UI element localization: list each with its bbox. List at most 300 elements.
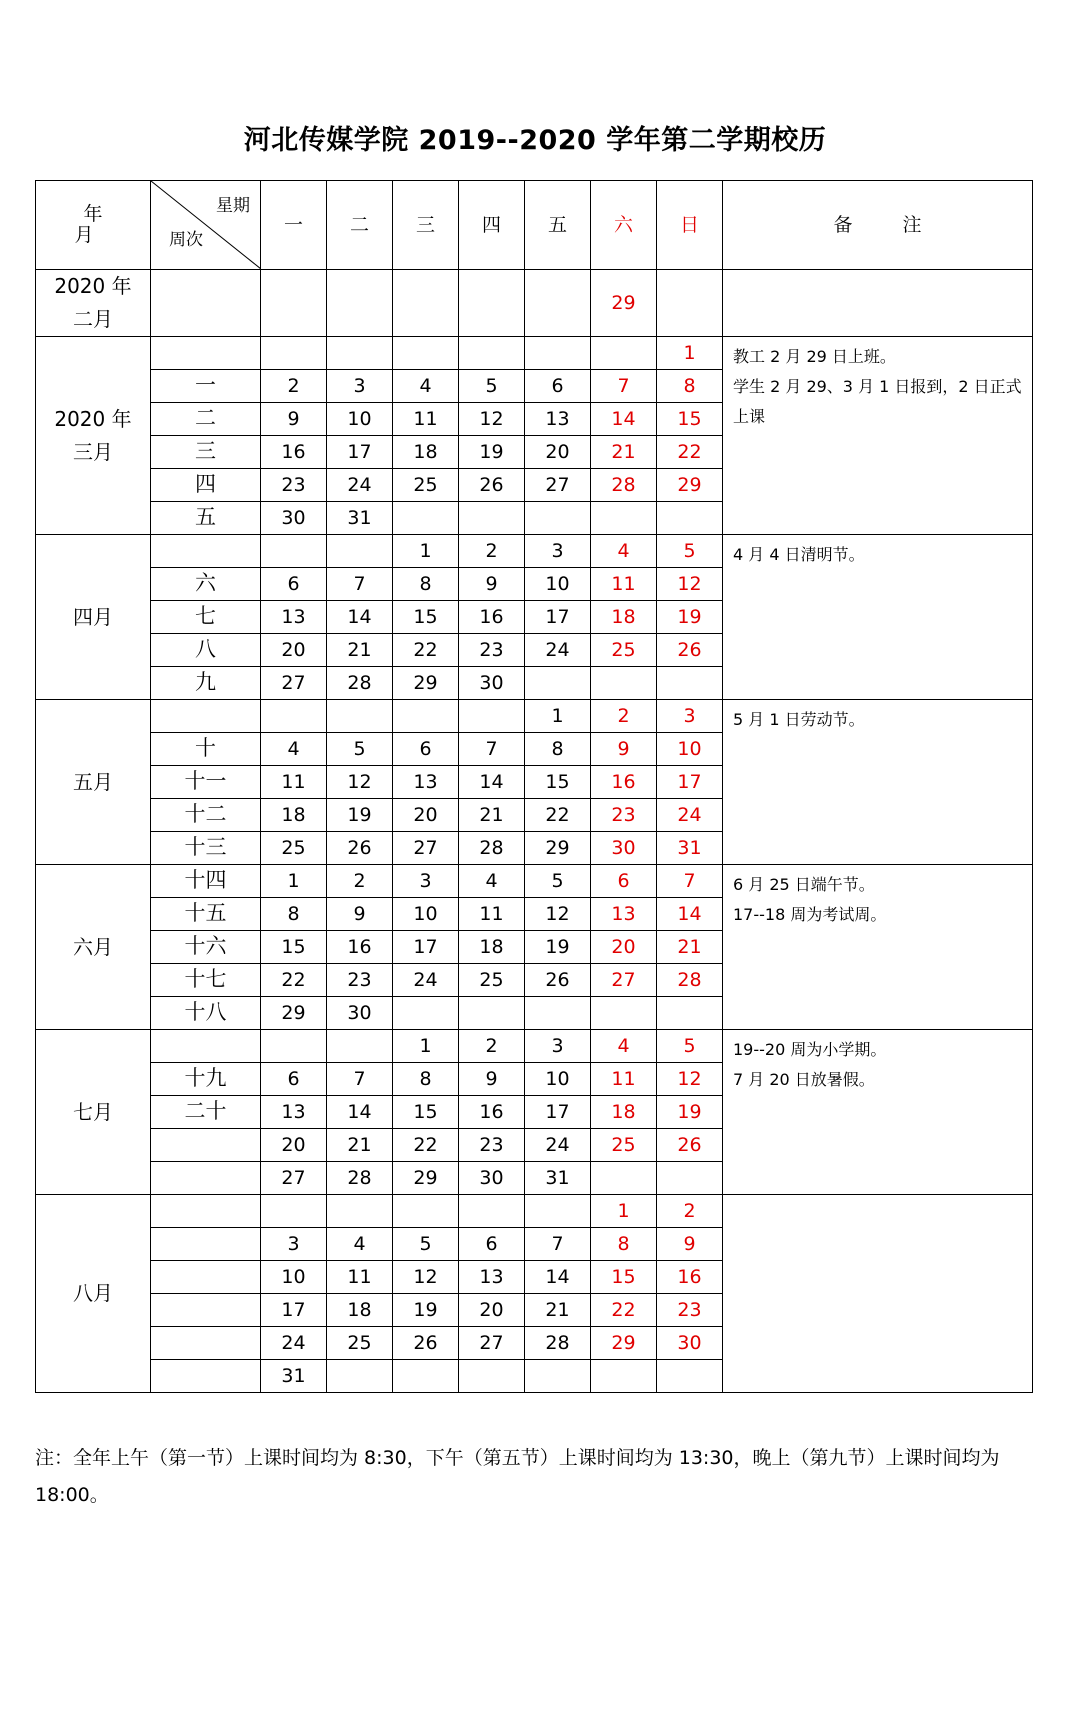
month-label — [36, 865, 151, 1030]
date-cell: 7 — [327, 568, 393, 601]
date-cell: 22 — [261, 964, 327, 997]
date-cell — [459, 337, 525, 370]
week-number: 四 — [151, 469, 261, 502]
week-row — [36, 535, 1033, 568]
week-number — [151, 1294, 261, 1327]
date-cell: 13 — [261, 601, 327, 634]
month-label — [36, 700, 151, 865]
date-cell: 6 — [525, 370, 591, 403]
date-cell: 12 — [393, 1261, 459, 1294]
date-cell: 16 — [657, 1261, 723, 1294]
week-number: 八 — [151, 634, 261, 667]
date-cell — [261, 270, 327, 337]
month-label-line: 六月 — [73, 934, 113, 959]
date-cell: 25 — [459, 964, 525, 997]
date-cell: 1 — [591, 1195, 657, 1228]
date-cell: 13 — [261, 1096, 327, 1129]
date-cell — [327, 535, 393, 568]
date-cell: 21 — [327, 1129, 393, 1162]
date-cell: 11 — [591, 1063, 657, 1096]
date-cell: 16 — [327, 931, 393, 964]
week-number — [151, 1129, 261, 1162]
date-cell: 30 — [657, 1327, 723, 1360]
date-cell: 21 — [657, 931, 723, 964]
week-number: 十五 — [151, 898, 261, 931]
week-row — [36, 865, 1033, 898]
month-label-line: 七月 — [73, 1099, 113, 1124]
week-number: 十九 — [151, 1063, 261, 1096]
date-cell: 10 — [261, 1261, 327, 1294]
date-cell: 4 — [591, 535, 657, 568]
date-cell — [459, 997, 525, 1030]
date-cell: 2 — [459, 535, 525, 568]
month-notes — [723, 700, 1033, 865]
week-number: 十 — [151, 733, 261, 766]
date-cell: 12 — [525, 898, 591, 931]
date-cell — [459, 700, 525, 733]
date-cell: 24 — [525, 1129, 591, 1162]
date-cell: 6 — [261, 568, 327, 601]
header-weekday-label: 星期 — [216, 196, 250, 216]
date-cell — [459, 502, 525, 535]
date-cell: 14 — [657, 898, 723, 931]
date-cell — [657, 997, 723, 1030]
date-cell: 15 — [261, 931, 327, 964]
date-cell: 29 — [657, 469, 723, 502]
note-line: 4 月 4 日清明节。 — [733, 545, 865, 564]
date-cell: 27 — [261, 667, 327, 700]
date-cell — [525, 270, 591, 337]
date-cell: 19 — [525, 931, 591, 964]
date-cell: 10 — [525, 568, 591, 601]
date-cell: 30 — [327, 997, 393, 1030]
date-cell: 24 — [261, 1327, 327, 1360]
date-cell — [657, 1360, 723, 1393]
header-notes-label: 备 注 — [833, 213, 944, 236]
date-cell — [657, 1162, 723, 1195]
date-cell: 2 — [459, 1030, 525, 1063]
header-year-month — [36, 181, 151, 270]
date-cell: 6 — [459, 1228, 525, 1261]
date-cell: 24 — [393, 964, 459, 997]
date-cell: 22 — [393, 1129, 459, 1162]
date-cell — [261, 1030, 327, 1063]
date-cell: 29 — [393, 1162, 459, 1195]
month-notes — [723, 337, 1033, 535]
week-number — [151, 1162, 261, 1195]
date-cell: 14 — [525, 1261, 591, 1294]
date-cell: 26 — [525, 964, 591, 997]
date-cell — [525, 667, 591, 700]
date-cell: 28 — [657, 964, 723, 997]
month-notes — [723, 865, 1033, 1030]
date-cell: 15 — [525, 766, 591, 799]
month-notes — [723, 1030, 1033, 1195]
date-cell — [393, 700, 459, 733]
week-number — [151, 1261, 261, 1294]
date-cell: 17 — [261, 1294, 327, 1327]
date-cell: 29 — [591, 1327, 657, 1360]
date-cell: 14 — [327, 1096, 393, 1129]
week-number — [151, 700, 261, 733]
week-number — [151, 270, 261, 337]
date-cell: 21 — [459, 799, 525, 832]
date-cell: 5 — [393, 1228, 459, 1261]
date-cell: 6 — [393, 733, 459, 766]
week-number — [151, 1195, 261, 1228]
date-cell: 1 — [657, 337, 723, 370]
date-cell: 22 — [393, 634, 459, 667]
week-row — [36, 700, 1033, 733]
date-cell: 7 — [327, 1063, 393, 1096]
date-cell: 9 — [657, 1228, 723, 1261]
date-cell: 26 — [327, 832, 393, 865]
header-notes — [723, 181, 1033, 270]
date-cell: 21 — [327, 634, 393, 667]
date-cell: 28 — [525, 1327, 591, 1360]
date-cell: 25 — [591, 1129, 657, 1162]
date-cell: 1 — [393, 535, 459, 568]
date-cell: 23 — [657, 1294, 723, 1327]
date-cell: 10 — [657, 733, 723, 766]
header-diagonal-cell — [151, 181, 261, 270]
note-line: 19--20 周为小学期。 — [733, 1040, 887, 1059]
date-cell: 31 — [657, 832, 723, 865]
month-label-line: 三月 — [73, 439, 113, 464]
date-cell — [525, 337, 591, 370]
date-cell: 25 — [261, 832, 327, 865]
week-number — [151, 1228, 261, 1261]
date-cell — [393, 270, 459, 337]
date-cell: 16 — [459, 601, 525, 634]
date-cell: 8 — [393, 568, 459, 601]
date-cell: 18 — [327, 1294, 393, 1327]
week-number — [151, 535, 261, 568]
date-cell: 31 — [261, 1360, 327, 1393]
date-cell — [591, 1360, 657, 1393]
date-cell: 12 — [657, 1063, 723, 1096]
date-cell: 12 — [459, 403, 525, 436]
date-cell: 15 — [393, 1096, 459, 1129]
date-cell — [591, 667, 657, 700]
date-cell: 17 — [525, 601, 591, 634]
header-week-label: 周次 — [169, 230, 203, 250]
date-cell: 13 — [393, 766, 459, 799]
date-cell: 23 — [261, 469, 327, 502]
date-cell: 1 — [393, 1030, 459, 1063]
diagonal-line — [151, 181, 261, 269]
week-number: 十二 — [151, 799, 261, 832]
date-cell: 22 — [657, 436, 723, 469]
month-label-line: 四月 — [73, 604, 113, 629]
date-cell: 6 — [261, 1063, 327, 1096]
date-cell: 4 — [591, 1030, 657, 1063]
date-cell: 11 — [261, 766, 327, 799]
date-cell: 20 — [261, 1129, 327, 1162]
date-cell: 17 — [525, 1096, 591, 1129]
date-cell: 21 — [591, 436, 657, 469]
date-cell — [459, 270, 525, 337]
date-cell: 8 — [657, 370, 723, 403]
date-cell: 14 — [327, 601, 393, 634]
date-cell — [393, 337, 459, 370]
date-cell: 19 — [657, 601, 723, 634]
date-cell — [657, 667, 723, 700]
week-number: 十八 — [151, 997, 261, 1030]
date-cell: 16 — [591, 766, 657, 799]
date-cell: 26 — [657, 1129, 723, 1162]
footnote: 注：全年上午（第一节）上课时间均为 8:30，下午（第五节）上课时间均为 13:30，晚上（第九节）上课时间均为 18:00。 — [35, 1447, 1000, 1506]
date-cell: 8 — [261, 898, 327, 931]
date-cell: 27 — [525, 469, 591, 502]
date-cell: 24 — [327, 469, 393, 502]
week-number: 十三 — [151, 832, 261, 865]
header-day-sun: 日 — [657, 181, 723, 270]
date-cell: 1 — [525, 700, 591, 733]
date-cell: 17 — [327, 436, 393, 469]
date-cell: 26 — [459, 469, 525, 502]
date-cell: 29 — [591, 270, 657, 337]
date-cell — [261, 535, 327, 568]
date-cell: 11 — [327, 1261, 393, 1294]
header-day-wed: 三 — [393, 181, 459, 270]
date-cell: 26 — [657, 634, 723, 667]
date-cell: 4 — [393, 370, 459, 403]
header-year-month-label: 年 月 — [74, 203, 121, 246]
date-cell: 10 — [393, 898, 459, 931]
date-cell — [525, 997, 591, 1030]
date-cell — [591, 337, 657, 370]
date-cell: 10 — [327, 403, 393, 436]
date-cell: 6 — [591, 865, 657, 898]
date-cell: 24 — [657, 799, 723, 832]
date-cell: 9 — [261, 403, 327, 436]
date-cell: 23 — [459, 634, 525, 667]
date-cell: 25 — [591, 634, 657, 667]
date-cell: 3 — [327, 370, 393, 403]
date-cell: 20 — [459, 1294, 525, 1327]
date-cell: 2 — [327, 865, 393, 898]
date-cell: 14 — [459, 766, 525, 799]
date-cell: 10 — [525, 1063, 591, 1096]
date-cell: 18 — [591, 1096, 657, 1129]
date-cell: 9 — [459, 1063, 525, 1096]
date-cell: 18 — [261, 799, 327, 832]
date-cell: 5 — [525, 865, 591, 898]
date-cell: 23 — [459, 1129, 525, 1162]
date-cell: 8 — [393, 1063, 459, 1096]
date-cell: 17 — [657, 766, 723, 799]
header-day-tue: 二 — [327, 181, 393, 270]
week-number: 二十 — [151, 1096, 261, 1129]
date-cell: 4 — [261, 733, 327, 766]
date-cell: 8 — [525, 733, 591, 766]
month-notes — [723, 270, 1033, 337]
date-cell — [261, 337, 327, 370]
week-number: 六 — [151, 568, 261, 601]
week-number: 十七 — [151, 964, 261, 997]
date-cell: 23 — [327, 964, 393, 997]
week-number — [151, 1327, 261, 1360]
date-cell: 30 — [459, 1162, 525, 1195]
date-cell: 7 — [525, 1228, 591, 1261]
month-label — [36, 270, 151, 337]
date-cell: 29 — [261, 997, 327, 1030]
date-cell — [657, 502, 723, 535]
date-cell — [393, 997, 459, 1030]
date-cell: 27 — [591, 964, 657, 997]
week-number — [151, 337, 261, 370]
date-cell — [525, 1195, 591, 1228]
date-cell — [525, 1360, 591, 1393]
date-cell: 4 — [327, 1228, 393, 1261]
date-cell: 3 — [525, 1030, 591, 1063]
date-cell: 27 — [261, 1162, 327, 1195]
month-label-line: 二月 — [73, 307, 113, 331]
date-cell — [459, 1195, 525, 1228]
date-cell — [327, 270, 393, 337]
date-cell: 4 — [459, 865, 525, 898]
date-cell: 5 — [459, 370, 525, 403]
date-cell: 15 — [657, 403, 723, 436]
school-calendar-table — [35, 180, 1033, 1393]
header-day-sat: 六 — [591, 181, 657, 270]
date-cell: 27 — [393, 832, 459, 865]
header-day-thu: 四 — [459, 181, 525, 270]
week-number — [151, 1030, 261, 1063]
date-cell: 14 — [591, 403, 657, 436]
date-cell: 28 — [327, 1162, 393, 1195]
date-cell — [591, 997, 657, 1030]
week-row — [36, 1030, 1033, 1063]
header-day-fri: 五 — [525, 181, 591, 270]
date-cell — [327, 700, 393, 733]
date-cell: 28 — [459, 832, 525, 865]
date-cell: 7 — [657, 865, 723, 898]
date-cell: 18 — [459, 931, 525, 964]
note-line: 教工 2 月 29 日上班。 — [733, 347, 896, 366]
date-cell: 30 — [591, 832, 657, 865]
week-number: 三 — [151, 436, 261, 469]
date-cell: 15 — [393, 601, 459, 634]
date-cell — [393, 502, 459, 535]
date-cell: 5 — [657, 535, 723, 568]
date-cell: 7 — [459, 733, 525, 766]
date-cell: 12 — [657, 568, 723, 601]
date-cell: 20 — [525, 436, 591, 469]
date-cell — [393, 1195, 459, 1228]
date-cell: 9 — [327, 898, 393, 931]
month-label — [36, 1030, 151, 1195]
date-cell: 15 — [591, 1261, 657, 1294]
date-cell: 17 — [393, 931, 459, 964]
date-cell: 5 — [657, 1030, 723, 1063]
date-cell: 16 — [261, 436, 327, 469]
date-cell: 31 — [327, 502, 393, 535]
week-number: 十四 — [151, 865, 261, 898]
date-cell: 20 — [591, 931, 657, 964]
month-label — [36, 1195, 151, 1393]
calendar-title: 河北传媒学院 2019--2020 学年第二学期校历 — [243, 125, 827, 156]
date-cell: 5 — [327, 733, 393, 766]
note-line: 7 月 20 日放暑假。 — [733, 1070, 875, 1089]
date-cell: 3 — [525, 535, 591, 568]
date-cell — [327, 1030, 393, 1063]
date-cell: 3 — [261, 1228, 327, 1261]
date-cell — [591, 502, 657, 535]
date-cell — [261, 1195, 327, 1228]
week-number: 十一 — [151, 766, 261, 799]
note-line: 17--18 周为考试周。 — [733, 905, 887, 924]
date-cell: 11 — [591, 568, 657, 601]
date-cell: 24 — [525, 634, 591, 667]
date-cell: 26 — [393, 1327, 459, 1360]
date-cell — [327, 1360, 393, 1393]
week-row — [36, 1195, 1033, 1228]
date-cell: 30 — [261, 502, 327, 535]
month-label — [36, 535, 151, 700]
week-row — [36, 337, 1033, 370]
date-cell: 3 — [393, 865, 459, 898]
date-cell: 1 — [261, 865, 327, 898]
date-cell: 12 — [327, 766, 393, 799]
date-cell: 18 — [591, 601, 657, 634]
note-line: 学生 2 月 29、3 月 1 日报到，2 日正式上课 — [733, 377, 1022, 426]
date-cell: 25 — [327, 1327, 393, 1360]
date-cell: 9 — [459, 568, 525, 601]
date-cell: 20 — [393, 799, 459, 832]
date-cell: 2 — [657, 1195, 723, 1228]
date-cell: 8 — [591, 1228, 657, 1261]
date-cell — [327, 1195, 393, 1228]
week-row — [36, 270, 1033, 337]
date-cell: 22 — [591, 1294, 657, 1327]
date-cell: 29 — [525, 832, 591, 865]
date-cell: 16 — [459, 1096, 525, 1129]
date-cell — [327, 337, 393, 370]
date-cell — [261, 700, 327, 733]
date-cell: 13 — [591, 898, 657, 931]
week-number — [151, 1360, 261, 1393]
week-number: 九 — [151, 667, 261, 700]
month-label-line: 2020 年 — [54, 406, 132, 431]
date-cell: 19 — [657, 1096, 723, 1129]
date-cell: 13 — [459, 1261, 525, 1294]
date-cell: 22 — [525, 799, 591, 832]
date-cell: 3 — [657, 700, 723, 733]
date-cell — [657, 270, 723, 337]
date-cell: 30 — [459, 667, 525, 700]
date-cell: 28 — [327, 667, 393, 700]
header-day-mon: 一 — [261, 181, 327, 270]
date-cell: 20 — [261, 634, 327, 667]
date-cell: 19 — [327, 799, 393, 832]
month-label — [36, 337, 151, 535]
month-label-line: 八月 — [73, 1281, 113, 1305]
date-cell — [393, 1360, 459, 1393]
date-cell: 7 — [591, 370, 657, 403]
date-cell: 27 — [459, 1327, 525, 1360]
date-cell: 19 — [459, 436, 525, 469]
month-notes — [723, 535, 1033, 700]
week-number: 五 — [151, 502, 261, 535]
date-cell: 11 — [459, 898, 525, 931]
date-cell: 9 — [591, 733, 657, 766]
month-label-line: 五月 — [73, 769, 113, 794]
week-number: 二 — [151, 403, 261, 436]
month-notes — [723, 1195, 1033, 1393]
note-line: 6 月 25 日端午节。 — [733, 875, 875, 894]
